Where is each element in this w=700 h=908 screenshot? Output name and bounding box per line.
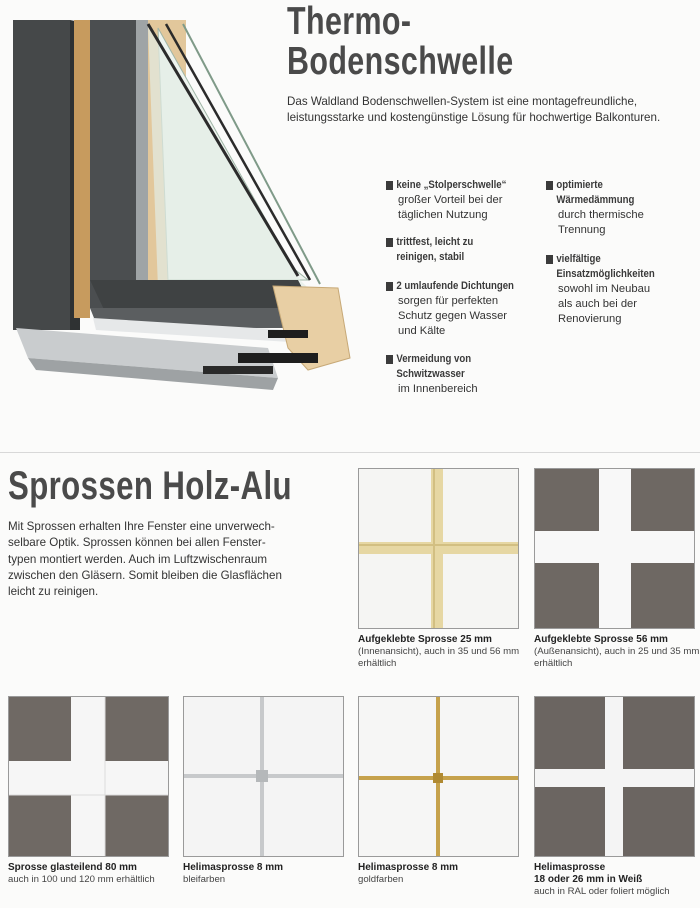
feature-body: im Innenbereich	[398, 383, 478, 395]
sprosse-25-graphic	[359, 469, 519, 629]
caption-helima-weiss	[534, 862, 700, 898]
tile-sprosse-25mm	[358, 468, 519, 629]
sprossen-text-line: selbare Optik. Sprossen können bei allen Fenster-	[8, 536, 266, 550]
feature-item	[386, 352, 546, 397]
caption-sprosse-25	[358, 634, 530, 670]
caption-helima-blei	[183, 862, 355, 886]
thermo-intro	[287, 94, 687, 126]
caption-title: Aufgeklebte Sprosse 56 mm	[534, 634, 668, 645]
thermo-title	[287, 2, 514, 82]
caption-title: Helimasprosse 8 mm	[183, 862, 284, 873]
sprosse-56-graphic	[535, 469, 695, 629]
caption-sprosse-80	[8, 862, 180, 886]
helima-blei-graphic	[184, 697, 344, 857]
tile-helima-bleifarben	[183, 696, 344, 857]
caption-desc: goldfarben	[358, 874, 404, 885]
thermo-title-line2: Bodenschwelle	[287, 40, 514, 83]
caption-title: Helimasprosse 8 mm	[358, 862, 459, 873]
sprossen-text-line: typen montiert werden. Auch im Luftzwischenraum	[8, 552, 268, 566]
feature-body: großer Vorteil bei der täglichen Nutzung	[398, 194, 503, 221]
caption-title: Aufgeklebte Sprosse 25 mm	[358, 634, 492, 645]
feature-item	[386, 235, 546, 265]
sprossen-text-line: Mit Sprossen erhalten Ihre Fenster eine unverwech-	[8, 520, 275, 533]
caption-desc: (Außenansicht), auch in 25 und 35 mm erhältlich	[534, 646, 700, 669]
caption-desc: (Innenansicht), auch in 35 und 56 mm erhältlich	[358, 646, 520, 669]
tile-sprosse-80mm	[8, 696, 169, 857]
tile-helima-goldfarben	[358, 696, 519, 857]
caption-title: Helimasprosse 18 oder 26 mm in Weiß	[534, 862, 643, 885]
feature-head: vielfältige Einsatzmöglichkeiten	[556, 253, 655, 280]
feature-head: Vermeidung von Schwitzwasser	[396, 353, 472, 380]
caption-desc: bleifarben	[183, 874, 226, 885]
feature-body: durch thermische Trennung	[558, 209, 644, 236]
caption-desc: auch in 100 und 120 mm erhältlich	[8, 874, 155, 885]
intro-line-2: leistungsstarke und kostengünstige Lösung für hochwertige Balkonturen.	[287, 111, 661, 124]
feature-body: sorgen für perfekten Schutz gegen Wasser und Kälte	[398, 295, 508, 337]
thermo-title-line1: Thermo-	[287, 0, 412, 43]
feature-item	[546, 178, 696, 238]
tile-helima-weiss	[534, 696, 695, 857]
intro-line-1: Das Waldland Bodenschwellen-System ist eine montagefreundliche,	[287, 95, 638, 108]
sprosse-80-graphic	[9, 697, 169, 857]
caption-title: Sprosse glasteilend 80 mm	[8, 862, 137, 873]
sprossen-title: Sprossen Holz-Alu	[8, 464, 292, 508]
section-divider	[0, 452, 700, 453]
caption-desc: auch in RAL oder foliert möglich	[534, 886, 670, 897]
helima-weiss-graphic	[535, 697, 695, 857]
sprossen-description	[8, 519, 313, 600]
caption-sprosse-56	[534, 634, 700, 670]
feature-head: trittfest, leicht zu reinigen, stabil	[396, 236, 474, 263]
feature-item	[386, 178, 546, 223]
feature-body: sowohl im Neubau als auch bei der Renovierung	[558, 283, 651, 325]
feature-head: 2 umlaufende Dichtungen	[396, 280, 514, 292]
feature-head: keine „Stolperschwelle“	[396, 179, 507, 191]
feature-item	[546, 252, 696, 327]
caption-helima-gold	[358, 862, 530, 886]
sprossen-text-line: zwischen den Gläsern. Somit bleiben die Glasflächen	[8, 568, 282, 582]
tile-sprosse-56mm	[534, 468, 695, 629]
feature-item	[386, 279, 546, 339]
sprossen-text-line: leicht zu reinigen.	[8, 585, 99, 599]
helima-gold-graphic	[359, 697, 519, 857]
feature-head: optimierte Wärmedämmung	[556, 179, 635, 206]
